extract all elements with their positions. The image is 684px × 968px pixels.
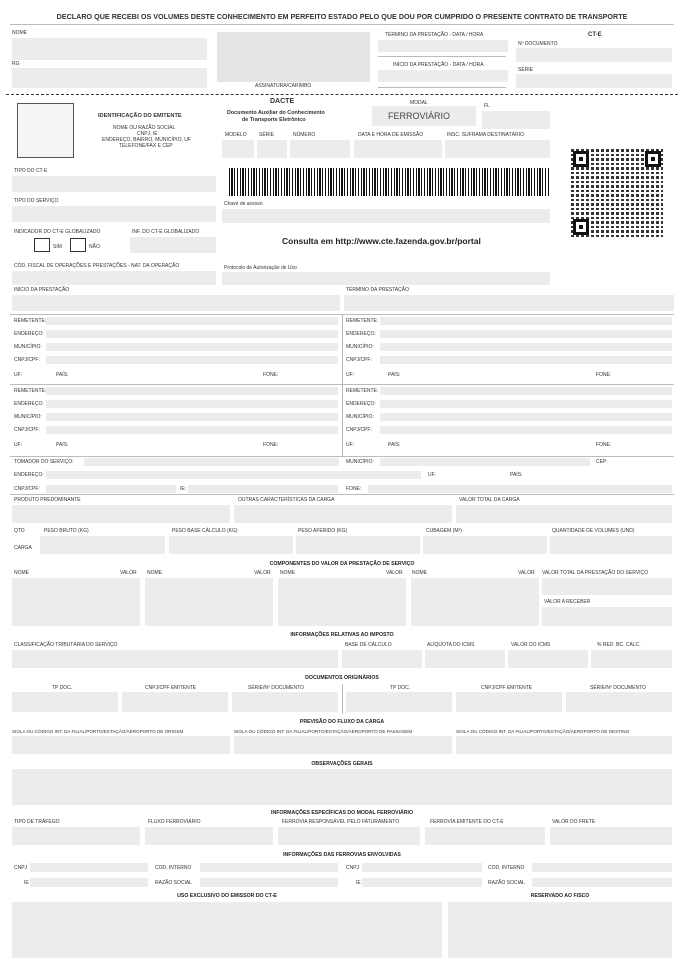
uso-emissor-title: USO EXCLUSIVO DO EMISSOR DO CT-E (177, 893, 277, 899)
termino-prestacao-field[interactable] (344, 295, 674, 311)
cte-label: CT-E (588, 32, 602, 38)
fluxo-ferroviario-label: FLUXO FERROVIÁRIO (148, 819, 201, 825)
tomador-cnpj-label: CNPJ/CPF: (14, 486, 40, 492)
comp-valor-3: VALOR (386, 570, 403, 576)
data-emissao-label: DATA E HORA DE EMISSÃO (358, 132, 424, 138)
fluxo-ferroviario-field[interactable] (145, 827, 273, 845)
modal-label: MODAL (410, 100, 428, 106)
documentos-title: DOCUMENTOS ORIGINÁRIOS (305, 675, 379, 681)
comp-nome-4: NOME (412, 570, 427, 576)
numero-doc-label: Nº DOCUMENTO (518, 41, 558, 47)
pais-label: PAÍS: (56, 372, 69, 378)
emitente-title: IDENTIFICAÇÃO DO EMITENTE (98, 113, 182, 119)
aliquota-field[interactable] (425, 650, 505, 668)
endereco-field[interactable] (46, 400, 338, 408)
ferrovia2-cnpj-field[interactable] (362, 863, 482, 872)
remetente-field[interactable] (46, 387, 338, 395)
inicio-field[interactable] (378, 70, 508, 82)
classificacao-field[interactable] (12, 650, 338, 668)
cnpj-field[interactable] (380, 356, 672, 364)
endereco-field[interactable] (380, 400, 672, 408)
tomador-municipio-label: MUNICÍPIO: (346, 459, 374, 465)
ferrovia-resp-label: FERROVIA RESPONSÁVEL PELO FATURAMENTO (282, 819, 400, 825)
receipt-serie-field[interactable] (516, 74, 672, 88)
tp-doc-label-left: TP DOC. (52, 685, 73, 691)
cnpj-emitente-label-right: CNPJ/CPF EMITENTE (481, 685, 533, 691)
modelo-label: MODELO (225, 132, 247, 138)
ferrovia2-ie-label: IE (356, 880, 361, 886)
nao-label: NÃO (89, 244, 100, 250)
tomador-fone-field[interactable] (368, 485, 672, 493)
ferrovia1-razao-label: RAZÃO SOCIAL (155, 880, 192, 886)
termino-prestacao-label: TÉRMINO DA PRESTAÇÃO (346, 287, 409, 293)
valor-receber-field[interactable] (542, 607, 672, 626)
dacte-subtitle1: Documento Auxiliar do Conhecimento (227, 110, 325, 116)
uso-emissor-field[interactable] (12, 902, 442, 958)
fone-label: FONE: (596, 372, 612, 378)
receipt-serie-label: SÉRIE (518, 67, 534, 73)
red-bc-label: % RED. BC. CALC. (597, 642, 641, 648)
aliquota-label: ALÍQUOTA DO ICMS (427, 642, 475, 648)
comp-nome-3: NOME (280, 570, 295, 576)
tipo-cte-field[interactable] (12, 176, 216, 192)
base-calculo-label: BASE DE CÁLCULO (345, 642, 392, 648)
signature-box[interactable] (217, 32, 370, 82)
fluxo-passagem-label: SIGLA OU CÓDIGO INT. DA FILIAL/PORTO/ESTAÇÃO/AEROPORTO DE PASSAGEM (234, 729, 413, 734)
cnpj-label: CNPJ/CPF: (14, 427, 40, 433)
cnpj-emitente-label-left: CNPJ/CPF EMITENTE (145, 685, 197, 691)
emitente-line1: NOME OU RAZÃO SOCIAL (113, 125, 176, 131)
pais-label: PAÍS: (388, 372, 401, 378)
ferrovia2-razao-label: RAZÃO SOCIAL (488, 880, 525, 886)
remetente-label: REMETENTE: (14, 318, 47, 324)
endereco-label: ENDEREÇO: (346, 331, 376, 337)
cnpj-field[interactable] (380, 426, 672, 434)
peso-base-field[interactable] (169, 536, 293, 554)
fone-label: FONE: (263, 442, 279, 448)
peso-bruto-field[interactable] (40, 536, 165, 554)
qtd-label: QTD (14, 528, 25, 534)
ferrovia1-ie-label: IE (24, 880, 29, 886)
outras-field[interactable] (234, 505, 452, 523)
ferrovia2-cod-field[interactable] (532, 863, 672, 872)
numero-doc-field[interactable] (516, 48, 672, 62)
remetente-label: REMETENTE: (346, 318, 379, 324)
ferrovia2-razao-field[interactable] (532, 878, 672, 887)
tomador-pais-label: PAÍS: (510, 472, 523, 478)
suframa-field[interactable] (445, 140, 550, 158)
valor-icms-field[interactable] (508, 650, 588, 668)
pais-label: PAÍS: (56, 442, 69, 448)
comp-col-3[interactable] (278, 578, 406, 626)
modal-ferroviario-title: INFORMAÇÕES ESPECÍFICAS DO MODAL FERROVIÁRIO (271, 810, 413, 816)
chave-field[interactable] (222, 209, 550, 223)
dacte-serie-label: SÉRIE (259, 132, 275, 138)
fone-label: FONE: (596, 442, 612, 448)
tp-doc-field-left[interactable] (12, 692, 118, 712)
cnpj-label: CNPJ/CPF: (346, 357, 372, 363)
serie-doc-field-right[interactable] (566, 692, 672, 712)
tomador-endereco-field[interactable] (46, 471, 421, 479)
sim-checkbox[interactable] (34, 238, 50, 252)
remetente-field[interactable] (380, 317, 672, 325)
serie-doc-field-left[interactable] (232, 692, 338, 712)
pais-label: PAÍS: (388, 442, 401, 448)
cut-line (6, 94, 678, 95)
componentes-title: COMPONENTES DO VALOR DA PRESTAÇÃO DE SERVIÇO (269, 561, 415, 567)
cnpj-label: CNPJ/CPF: (14, 357, 40, 363)
produto-field[interactable] (12, 505, 230, 523)
tomador-uf-label: UF: (428, 472, 437, 478)
fl-field[interactable] (482, 111, 550, 129)
outras-label: OUTRAS CARACTERÍSTICAS DA CARGA (238, 497, 335, 503)
endereco-label: ENDEREÇO: (14, 331, 44, 337)
fluxo-destino-field[interactable] (456, 736, 672, 754)
chave-label: Chave de acesso (224, 201, 263, 207)
municipio-field[interactable] (380, 413, 672, 421)
peso-aferido-field[interactable] (296, 536, 420, 554)
reservado-fisco-field[interactable] (448, 902, 672, 958)
observacoes-field[interactable] (12, 769, 672, 805)
municipio-label: MUNICÍPIO: (346, 344, 374, 350)
tp-doc-label-right: TP DOC. (390, 685, 411, 691)
inicio-prestacao-field[interactable] (12, 295, 340, 311)
ferrovia-emit-field[interactable] (425, 827, 545, 845)
municipio-label: MUNICÍPIO: (14, 344, 42, 350)
ferrovia1-cnpj-label: CNPJ (14, 865, 28, 871)
base-calculo-field[interactable] (342, 650, 422, 668)
endereco-label: ENDEREÇO: (346, 401, 376, 407)
numero-label: NÚMERO (293, 132, 316, 138)
fluxo-passagem-field[interactable] (234, 736, 452, 754)
comp-col-4[interactable] (411, 578, 539, 626)
valor-total-carga-field[interactable] (456, 505, 672, 523)
remetente-field[interactable] (46, 317, 338, 325)
inf-global-label: INF. DO CT-E GLOBALIZADO (132, 229, 200, 235)
suframa-label: INSC. SUFRAMA DESTINATÁRIO (447, 132, 524, 138)
fl-label: FL (484, 103, 490, 109)
municipio-label: MUNICÍPIO: (14, 414, 42, 420)
dacte-serie-field[interactable] (257, 140, 287, 158)
qr-code (571, 149, 663, 237)
cnpj-field[interactable] (46, 356, 338, 364)
peso-bruto-label: PESO BRUTO (KG) (44, 528, 89, 534)
red-bc-field[interactable] (591, 650, 672, 668)
signature-label: ASSINATURA/CARIMBO (255, 83, 312, 89)
carga-label: CARGA (14, 545, 32, 551)
endereco-label: ENDEREÇO: (14, 401, 44, 407)
imposto-title: INFORMAÇÕES RELATIVAS AO IMPOSTO (290, 632, 394, 638)
barcode (229, 168, 549, 196)
valor-frete-label: VALOR DO FRETE (552, 819, 596, 825)
ferrovia2-cnpj-label: CNPJ (346, 865, 360, 871)
valor-total-prestacao-field[interactable] (542, 578, 672, 595)
serie-doc-label-left: SÉRIE/Nº DOCUMENTO (248, 685, 304, 691)
fluxo-origem-label: SIGLA OU CÓDIGO INT. DA FILIAL/PORTO/ESTAÇÃO/AEROPORTO DE ORIGEM (12, 729, 184, 734)
comp-col-2[interactable] (145, 578, 273, 626)
tomador-fone-label: FONE: (346, 486, 362, 492)
comp-col-1[interactable] (12, 578, 140, 626)
endereco-field[interactable] (46, 330, 338, 338)
tomador-cep-label: CEP: (596, 459, 608, 465)
emitente-line4: TELEFONE/FAX E CEP (119, 143, 173, 149)
tomador-ie-field[interactable] (188, 485, 338, 493)
comp-valor-2: VALOR (254, 570, 271, 576)
fluxo-title: PREVISÃO DO FLUXO DA CARGA (299, 719, 385, 725)
fluxo-origem-field[interactable] (12, 736, 230, 754)
municipio-label: MUNICÍPIO: (346, 414, 374, 420)
municipio-field[interactable] (46, 343, 338, 351)
uf-label: UF: (346, 372, 355, 378)
termino-label: TÉRMINO DA PRESTAÇÃO - DATA / HORA (385, 32, 484, 38)
ferrovia1-cod-field[interactable] (200, 863, 338, 872)
ferrovia1-cnpj-field[interactable] (30, 863, 148, 872)
comp-valor-4: VALOR (518, 570, 535, 576)
dacte-title: DACTE (270, 98, 295, 105)
emitente-line2: CNPJ, IE (137, 131, 158, 137)
valor-total-carga-label: VALOR TOTAL DA CARGA (459, 497, 520, 503)
cnpj-label: CNPJ/CPF: (346, 427, 372, 433)
comp-nome-1: NOME (14, 570, 29, 576)
comp-valor-1: VALOR (120, 570, 137, 576)
dacte-subtitle2: de Transporte Eletrônico (242, 117, 306, 123)
nao-checkbox[interactable] (70, 238, 86, 252)
emitente-line3: ENDEREÇO, BAIRRO, MUNICÍPIO, UF (102, 137, 191, 143)
sim-label: SIM (53, 244, 62, 250)
fone-label: FONE: (263, 372, 279, 378)
ferrovia-resp-field[interactable] (278, 827, 420, 845)
cfop-label: CÓD. FISCAL DE OPERAÇÕES E PRESTAÇÕES - NAT. DA OPERAÇÃO (14, 263, 180, 269)
remetente-label: REMETENTE: (346, 388, 379, 394)
fluxo-destino-label: SIGLA OU CÓDIGO INT. DA FILIAL/PORTO/ESTAÇÃO/AEROPORTO DE DESTINO (456, 729, 630, 734)
modelo-field[interactable] (222, 140, 254, 158)
consulta-link[interactable]: Consulta em http://www.cte.fazenda.gov.br/portal (282, 236, 481, 246)
receipt-title: DECLARO QUE RECEBI OS VOLUMES DESTE CONHECIMENTO EM PERFEITO ESTADO PELO QUE DOU POR CUMPRIDO O PRESENTE CONTRATO DE TRANSPORTE (56, 12, 628, 21)
receipt-rg-field[interactable] (12, 68, 207, 88)
modal-value: FERROVIÁRIO (388, 111, 451, 121)
uf-label: UF: (14, 372, 23, 378)
uf-label: UF: (14, 442, 23, 448)
cubagem-label: CUBAGEM (M³) (426, 528, 462, 534)
tomador-ie-label: IE: (180, 486, 187, 492)
protocolo-label: Protocolo de Autorização de Uso (224, 265, 297, 271)
termino-field[interactable] (378, 40, 508, 52)
indicador-label: INDICADOR DO CT-E GLOBALIZADO (14, 229, 101, 235)
reservado-fisco-title: RESERVADO AO FISCO (530, 893, 590, 899)
qtd-volumes-label: QUANTIDADE DE VOLUMES (UND) (552, 528, 635, 534)
receipt-nome-field[interactable] (12, 38, 207, 60)
peso-base-label: PESO BASE CÁLCULO (KG) (172, 528, 238, 534)
valor-icms-label: VALOR DO ICMS (511, 642, 551, 648)
ferrovia1-razao-field[interactable] (200, 878, 338, 887)
cfop-field[interactable] (12, 271, 216, 285)
inicio-prestacao-label: INÍCIO DA PRESTAÇÃO (14, 287, 70, 293)
inf-global-field[interactable] (130, 237, 216, 253)
tipo-trafego-field[interactable] (12, 827, 140, 845)
municipio-field[interactable] (380, 343, 672, 351)
remetente-label: REMETENTE: (14, 388, 47, 394)
receipt-rg-label: RG (12, 61, 20, 67)
ferrovia2-ie-field[interactable] (362, 878, 482, 887)
ferrovia2-cod-label: COD. INTERNO (488, 865, 525, 871)
tomador-label: TOMADOR DO SERVIÇO: (14, 459, 74, 465)
inicio-label: INÍCIO DA PRESTAÇÃO - DATA / HORA (393, 62, 484, 68)
tp-doc-field-right[interactable] (346, 692, 452, 712)
observacoes-title: OBSERVAÇÕES GERAIS (311, 761, 373, 767)
uf-label: UF: (346, 442, 355, 448)
valor-receber-label: VALOR A RECEBER (544, 599, 591, 605)
ferrovia1-cod-label: COD. INTERNO (155, 865, 192, 871)
tomador-municipio-field[interactable] (380, 458, 590, 466)
tipo-servico-field[interactable] (12, 206, 216, 222)
comp-nome-2: NOME (147, 570, 162, 576)
serie-doc-label-right: SÉRIE/Nº DOCUMENTO (590, 685, 646, 691)
tipo-cte-label: TIPO DO CT-E (14, 168, 48, 174)
tomador-endereco-label: ENDEREÇO: (14, 472, 44, 478)
remetente-field[interactable] (380, 387, 672, 395)
ferrovias-title: INFORMAÇÕES DAS FERROVIAS ENVOLVIDAS (283, 852, 401, 858)
cubagem-field[interactable] (423, 536, 547, 554)
ferrovia1-ie-field[interactable] (30, 878, 148, 887)
cnpj-field[interactable] (46, 426, 338, 434)
cnpj-emitente-field-left[interactable] (122, 692, 228, 712)
produto-label: PRODUTO PREDOMINANTE (14, 497, 81, 503)
ferrovia-emit-label: FERROVIA EMITENTE DO CT-E (430, 819, 504, 825)
tipo-servico-label: TIPO DO SERVIÇO (14, 198, 59, 204)
tipo-trafego-label: TIPO DE TRÁFEGO (14, 819, 60, 825)
peso-aferido-label: PESO AFERIDO (KG) (298, 528, 348, 534)
classificacao-label: CLASSIFICAÇÃO TRIBUTÁRIA DO SERVIÇO (14, 642, 118, 648)
tomador-field[interactable] (84, 458, 339, 466)
municipio-field[interactable] (46, 413, 338, 421)
cnpj-emitente-field-right[interactable] (456, 692, 562, 712)
numero-field[interactable] (290, 140, 350, 158)
qtd-volumes-field[interactable] (550, 536, 672, 554)
valor-frete-field[interactable] (550, 827, 672, 845)
valor-total-prestacao-label: VALOR TOTAL DA PRESTAÇÃO DO SERVIÇO (542, 570, 648, 576)
endereco-field[interactable] (380, 330, 672, 338)
tomador-cnpj-field[interactable] (46, 485, 176, 493)
receipt-nome-label: NOME (12, 30, 27, 36)
protocolo-field[interactable] (222, 272, 550, 285)
data-emissao-field[interactable] (354, 140, 442, 158)
logo-placeholder (17, 103, 74, 158)
